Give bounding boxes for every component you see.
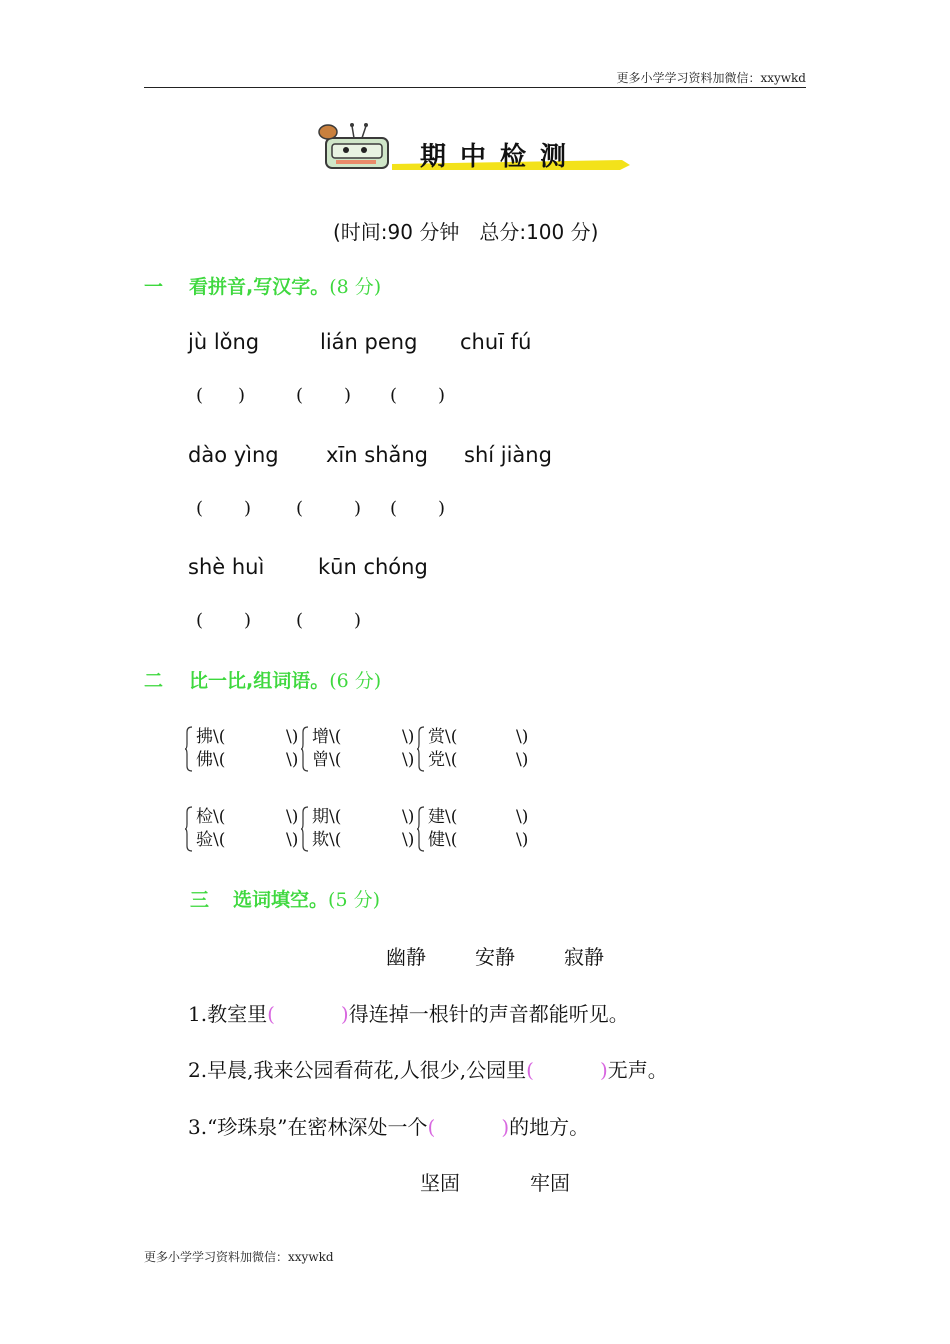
group-4-bottom: 验\( (196, 830, 226, 850)
section-3-title: 选词填空。 (233, 889, 329, 911)
left-brace-icon (300, 726, 310, 772)
section-1-title: 看拼音,写汉字。 (189, 276, 330, 298)
group-close: \) (516, 807, 529, 827)
word-group-3 (428, 726, 457, 772)
section-3-number: 三 (190, 889, 210, 911)
header-rule (144, 87, 806, 88)
group-close: \) (402, 750, 415, 770)
section-2-heading (144, 666, 381, 693)
left-brace-icon (416, 726, 426, 772)
pinyin-2-3: shí jiàng (464, 443, 552, 467)
word-option: 坚固 (420, 1171, 460, 1195)
pencil-case-mascot-icon (318, 120, 398, 180)
fill-blank-open: ( (267, 1002, 275, 1026)
left-brace-icon (300, 806, 310, 852)
word-group-2-close (402, 726, 414, 772)
pinyin-2-1: dào yìng (188, 443, 279, 467)
word-group-1-close (286, 726, 298, 772)
word-group-5-close (402, 806, 414, 852)
pinyin-2-2: xīn shǎng (326, 443, 429, 467)
sentence-1-pre: 1.教室里 (188, 1002, 268, 1026)
group-close: \) (516, 750, 529, 770)
sentence-2-post: 无声。 (607, 1058, 668, 1082)
answer-blank-close: ) (238, 385, 246, 406)
sentence-1-post: 得连掉一根针的声音都能听见。 (348, 1002, 629, 1026)
answer-blank-close: ) (354, 610, 362, 631)
group-close: \) (516, 727, 529, 747)
fill-blank-close: ) (501, 1115, 510, 1139)
section-1-number: 一 (144, 276, 164, 298)
answer-blank-close: ) (438, 498, 446, 519)
group-close: \) (286, 807, 299, 827)
section-2-points: (6 分) (329, 670, 382, 692)
group-3-bottom: 党\( (428, 750, 458, 770)
word-option: 安静 (475, 945, 515, 969)
group-1-bottom: 佛\( (196, 750, 226, 770)
group-close: \) (286, 750, 299, 770)
section-2-number: 二 (144, 670, 164, 692)
word-group-5 (312, 806, 341, 852)
group-close: \) (402, 830, 415, 850)
header-note: 更多小学学习资料加微信：xxywkd (616, 71, 806, 85)
answer-blank-open: ( (296, 498, 304, 519)
section-1-points: (8 分) (329, 276, 382, 298)
group-5-top: 期\( (312, 807, 342, 827)
group-close: \) (402, 807, 415, 827)
answer-blank-open: ( (196, 385, 204, 406)
group-5-bottom: 欺\( (312, 830, 342, 850)
group-6-bottom: 健\( (428, 830, 458, 850)
page-title: 期中检测 (420, 142, 581, 172)
fill-blank-close: ) (340, 1002, 349, 1026)
answer-blank-open: ( (390, 498, 398, 519)
section-3-points: (5 分) (328, 889, 380, 911)
word-group-1 (196, 726, 225, 772)
group-close: \) (286, 727, 299, 747)
answer-blank-close: ) (344, 385, 352, 406)
word-group-6-close (516, 806, 528, 852)
fill-sentence-3 (188, 1111, 589, 1140)
word-group-4-close (286, 806, 298, 852)
word-group-3-close (516, 726, 528, 772)
left-brace-icon (184, 726, 194, 772)
pinyin-1-1: jù lǒng (188, 330, 260, 354)
answer-blank-open: ( (296, 385, 304, 406)
word-group-6 (428, 806, 457, 852)
pinyin-3-1: shè huì (188, 555, 265, 579)
section-1-heading (144, 272, 381, 299)
group-2-bottom: 曾\( (312, 750, 342, 770)
fill-blank-close: ) (599, 1058, 608, 1082)
answer-blank-close: ) (244, 610, 252, 631)
word-option: 寂静 (564, 945, 604, 969)
answer-blank-open: ( (390, 385, 398, 406)
word-option: 牢固 (530, 1171, 570, 1195)
section-2-title: 比一比,组词语。 (189, 670, 330, 692)
group-close: \) (516, 830, 529, 850)
exam-time-score: (时间:90 分钟 总分:100 分) (333, 220, 599, 244)
word-option: 幽静 (386, 945, 426, 969)
group-3-top: 赏\( (428, 727, 458, 747)
word-group-4 (196, 806, 225, 852)
pinyin-1-2: lián peng (320, 330, 418, 354)
answer-blank-close: ) (244, 498, 252, 519)
fill-sentence-1 (188, 998, 629, 1027)
pinyin-1-3: chuī fú (460, 330, 532, 354)
pinyin-3-2: kūn chóng (318, 555, 428, 579)
group-2-top: 增\( (312, 727, 342, 747)
group-1-top: 拂\( (196, 727, 226, 747)
answer-blank-open: ( (296, 610, 304, 631)
group-close: \) (402, 727, 415, 747)
sentence-3-post: 的地方。 (509, 1115, 590, 1139)
section-3-heading (190, 885, 380, 912)
answer-blank-open: ( (196, 610, 204, 631)
group-4-top: 检\( (196, 807, 226, 827)
fill-blank-open: ( (526, 1058, 534, 1082)
group-close: \) (286, 830, 299, 850)
answer-blank-close: ) (438, 385, 446, 406)
answer-blank-close: ) (354, 498, 362, 519)
fill-sentence-2 (188, 1054, 668, 1083)
left-brace-icon (184, 806, 194, 852)
sentence-2-pre: 2.早晨,我来公园看荷花,人很少,公园里 (188, 1058, 527, 1082)
word-group-2 (312, 726, 341, 772)
fill-blank-open: ( (427, 1115, 436, 1139)
left-brace-icon (416, 806, 426, 852)
footer-note: 更多小学学习资料加微信：xxywkd (144, 1250, 334, 1264)
sentence-3-pre: 3.“珍珠泉”在密林深处一个 (188, 1115, 428, 1139)
group-6-top: 建\( (428, 807, 458, 827)
answer-blank-open: ( (196, 498, 204, 519)
